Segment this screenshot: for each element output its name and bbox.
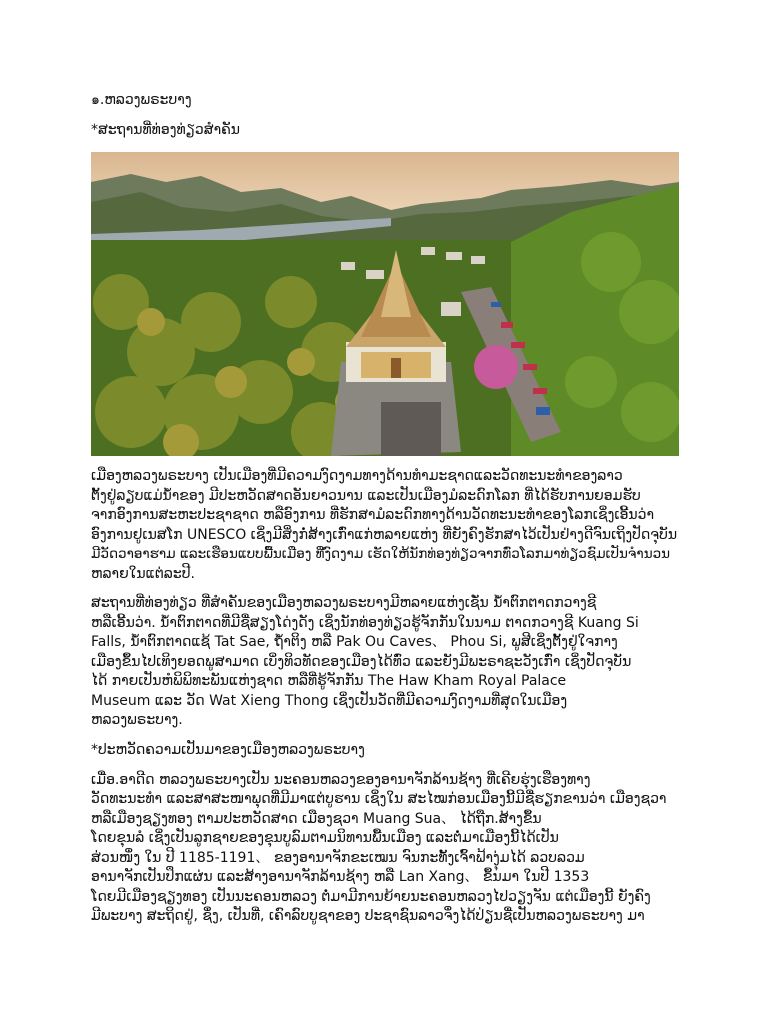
- paragraph-3-line: ໂດຍມີເມືອງຊຽງທອງ ເປັນນະຄອນຫລວງ ຕໍ່ມາມີການຍ້າຍນະຄອນຫລວງໄປວຽງຈັນ ແຕ່ເມືອງນີ້ ຍັງຄົງ: [91, 889, 651, 905]
- paragraph-3-line: ມີພະບາງ ສະຖິດຢູ່, ຊຶ່ງ, ເປັນທີ່, ເຄົາລົບບູຊາຂອງ ປະຊາຊົນລາວຈຶ່ງໄດ້ປ່ຽນຊື່ເປັນຫລວງພຣະບາງ ມາ: [91, 908, 645, 924]
- luang-prabang-royal-palace-aerial-photo: [91, 152, 679, 456]
- paragraph-2-line: ຫລືເອີ້ນວ່າ. ນ້ຳຕົກຕາດທີ່ມີຊື່ສຽງໂດ່ງດັງ ເຊິ່ງນັກທ່ອງທ່ຽວຮູ້ຈັກກັນໃນນາມ ຕາດກວາງຊີ Kuang Si: [91, 615, 639, 631]
- paragraph-3-line: ໂດຍຂຸນລໍ ເຊິ່ງເປັນລູກຊາຍຂອງຂຸນບູລົມຕາມນິທານພື້ນເມືອງ ແລະຕໍ່ມາເມືອງນີ້ໄດ້ເປັນ: [91, 830, 559, 846]
- subheading-history: *ປະຫວັດຄວາມເປັນມາຂອງເມືອງຫລວງພຣະບາງ: [91, 742, 365, 758]
- paragraph-2-line: ເມືອງຂຶ້ນໄປເທິງຍອດພູສາມາດ ເບິ່ງທິວທັດຂອງເມືອງໄດ້ທົ່ວ ແລະຍັງມີພະຣາຊະວັງເກົ່າ ເຊິ່ງປັດຈຸບັນ: [91, 654, 632, 670]
- paragraph-2-line: ສະຖານທີ່ທ່ອງທ່ຽວ ທີ່ສຳຄັນຂອງເມືອງຫລວງພຣະບາງມີຫລາຍແຫ່ງເຊັ່ນ ນ້ຳຕົກຕາດກວາງຊີ: [91, 595, 597, 611]
- paragraph-1-line: ມີວັດວາອາຮາມ ແລະເຮືອນແບບພື້ນເມືອງ ທີ່ງົດງາມ ເຮັດໃຫ້ນັກທ່ອງທ່ຽວຈາກທົ່ວໂລກມາທ່ຽວຊົມເປັນຈຳນວນ: [91, 546, 671, 562]
- heading: ๑.ຫລວງພຣະບາງ: [91, 92, 192, 108]
- paragraph-3-line: ເມື່ອ.ອາດີດ ຫລວງພຣະບາງເປັນ ນະຄອນຫລວງຂອງອານາຈັກລ້ານຊ້າງ ທີ່ເຄີຍຮຸ່ງເຮືອງທາງ: [91, 772, 591, 788]
- paragraph-3-line: ສ່ວນໜຶ່ງ ໃນ ປີ 1185-1191、 ຂອງອານາຈັກຂະເໝນ ຈົນກະທັ້ງເຈົ້າຟ້າງຸ່ມໄດ້ ລວບລວມ: [91, 850, 585, 866]
- paragraph-2-line: Falls, ນ້ຳຕົກຕາດແຊ້ Tat Sae, ຖ້ຳຕິງ ຫລື Pak Ou Caves、 Phou Si, ພູສີເຊິ່ງຕັ້ງຢູ່ໃຈກາງ: [91, 634, 618, 650]
- paragraph-3-line: ຫລືເມືອງຊຽງທອງ ຕາມປະຫວັດສາດ ເມືອງຊວາ Muang Sua、 ໄດ້ຖືກ.ສ້າງຂຶ້ນ: [91, 811, 542, 827]
- paragraph-2-line: Museum ແລະ ວັດ Wat Xieng Thong ເຊິ່ງເປັນວັດທີ່ມີຄວາມງົດງາມທີ່ສຸດໃນເມືອງ: [91, 693, 568, 709]
- paragraph-2-line: ໄດ້ ກາຍເປັນຫໍພິພິທະພັນແຫ່ງຊາດ ຫລືທີ່ຮູ້ຈັກກັນ The Haw Kham Royal Palace: [91, 673, 567, 689]
- paragraph-1-line: ຈາກອົງການສະຫະປະຊາຊາດ ຫລືອົງການ ທີ່ຮັກສາມໍລະດົກທາງດ້ານວັດທະນະທຳຂອງໂລກເຊິ່ງເອີ້ນວ່າ: [91, 507, 655, 523]
- paragraph-1-line: ອົງການຢູເນສໂກ UNESCO ເຊິ່ງມີສິ່ງກໍ່ສ້າງເກົ່າແກ່ຫລາຍແຫ່ງ ທີ່ຍັງຄົງຮັກສາໄວ້ເປັນຢ່າງດີຈົນເຖິງປັດຈຸບັນ: [91, 527, 678, 543]
- paragraph-1-line: ເມືອງຫລວງພຣະບາງ ເປັນເມືອງທີ່ມີຄວາມງົດງາມທາງດ້ານທຳມະຊາດແລະວັດທະນະທຳຂອງລາວ: [91, 468, 623, 484]
- paragraph-1-line: ຕັ້ງຢູ່ລຽບແມ່ນ້ຳຂອງ ມີປະຫວັດສາດອັນຍາວນານ ແລະເປັນເມືອງມໍລະດົກໂລກ ທີ່ໄດ້ຮັບການຍອມຮັບ: [91, 488, 641, 504]
- subheading-attractions: *ສະຖານທີ່ທ່ອງທ່ຽວສຳຄັນ: [91, 122, 241, 138]
- paragraph-2-line: ຫລວງພຣະບາງ.: [91, 712, 183, 728]
- paragraph-3-line: ອານາຈັກເປັນປຶກແຜ່ນ ແລະສ້າງອານາຈັກລ້ານຊ້າງ ຫລື Lan Xang、 ຂຶ້ນມາ ໃນປີ 1353: [91, 869, 590, 885]
- paragraph-3-line: ວັດທະນະທຳ ແລະສາສະໜາພຸດທີ່ມີມາແຕ່ບູຮານ ເຊິ່ງໃນ ສະໄໝກ່ອນເມືອງນີ້ມີຊື່ຮຽກຂານວ່າ ເມືອງຊວາ: [91, 791, 667, 807]
- luang-prabang-photo: [91, 152, 679, 456]
- paragraph-1-line: ຫລາຍໃນແຕ່ລະປີ.: [91, 566, 195, 582]
